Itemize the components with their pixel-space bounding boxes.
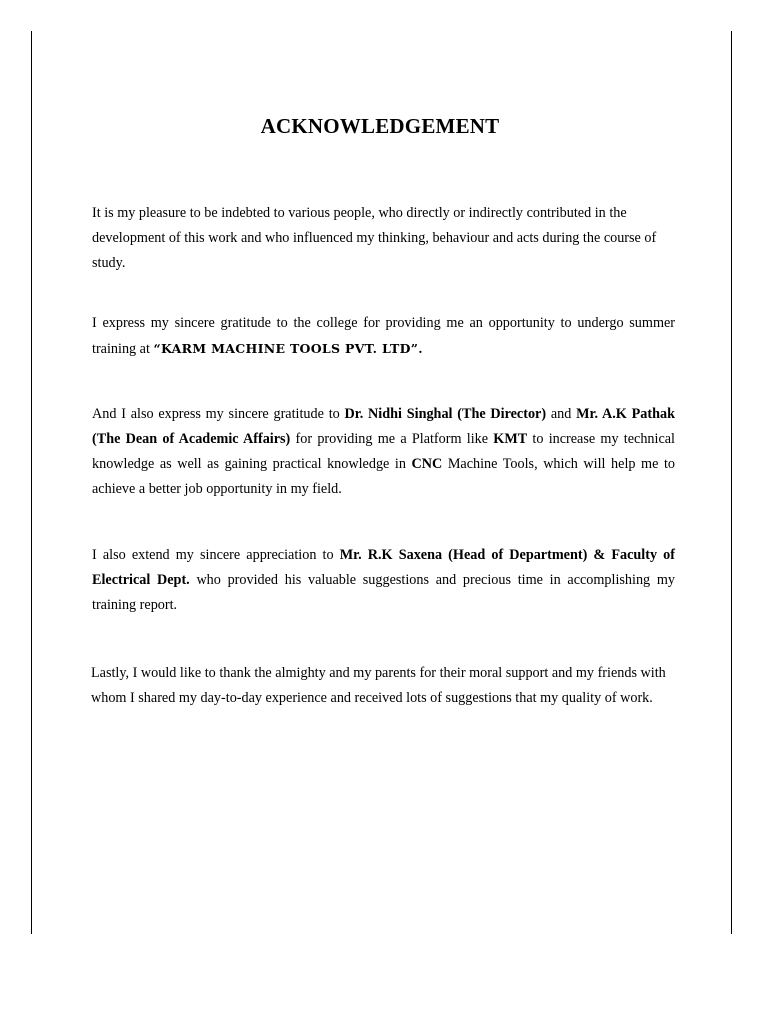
paragraph-text: Machine Tools, which will help me to achieve a better job opportunity in my field. xyxy=(92,456,675,497)
page-border-right xyxy=(731,31,732,934)
paragraph-closing xyxy=(91,661,674,711)
dean-name: Mr. A.K Pathak (The Dean of Academic Affairs) xyxy=(92,406,675,447)
company-name: “KARM MACHINE TOOLS PVT. LTD”. xyxy=(153,341,423,356)
page-border-left xyxy=(31,31,32,934)
paragraph-hod-appreciation xyxy=(92,543,675,618)
hod-name: Mr. R.K Saxena (Head of Department) & Faculty of Electrical Dept. xyxy=(92,547,675,588)
paragraph-intro xyxy=(92,201,675,276)
cnc-abbreviation: CNC xyxy=(411,456,443,472)
paragraph-director-gratitude xyxy=(92,402,675,502)
paragraph-text: It is my pleasure to be indebted to various people, who directly or indirectly contributed in the development of this work and who influenced my thinking, behaviour and acts during the course of study. xyxy=(92,205,657,271)
paragraph-text: And I also express my sincere gratitude to xyxy=(92,406,345,422)
document-title: ACKNOWLEDGEMENT xyxy=(260,114,500,138)
paragraph-text: for providing me a Platform like xyxy=(290,431,494,447)
paragraph-college-gratitude xyxy=(92,311,675,362)
kmt-abbreviation: KMT xyxy=(493,431,528,447)
paragraph-text: and xyxy=(546,406,577,422)
paragraph-text: I express my sincere gratitude to the college for providing me an opportunity to undergo summer training at xyxy=(92,315,675,357)
paragraph-text: to increase my technical knowledge as well as gaining practical knowledge in xyxy=(92,431,675,472)
paragraph-text: I also extend my sincere appreciation to xyxy=(92,547,340,563)
director-name: Dr. Nidhi Singhal (The Director) xyxy=(344,406,547,422)
paragraph-text: Lastly, I would like to thank the almighty and my parents for their moral support and my friends with whom I shared my day-to-day experience and received lots of suggestions that my quality of work. xyxy=(91,665,666,706)
paragraph-text: who provided his valuable suggestions and precious time in accomplishing my training report. xyxy=(92,572,675,613)
